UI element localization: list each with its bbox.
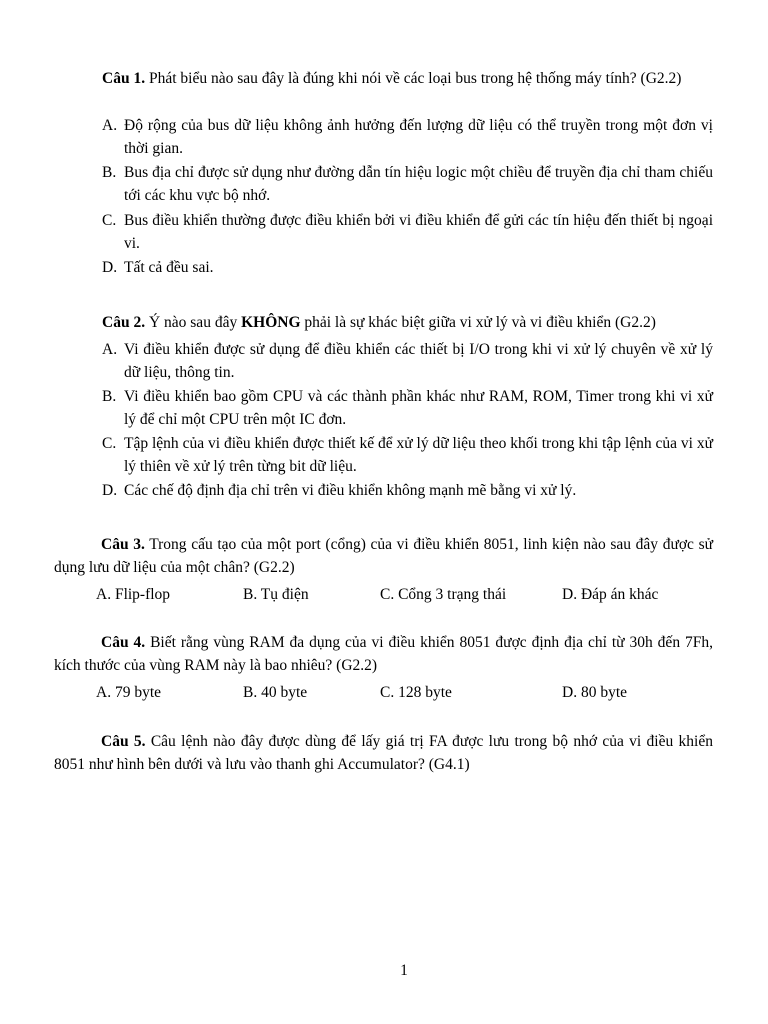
question-2-option-a — [102, 338, 713, 384]
option-text: Tập lệnh của vi điều khiển được thiết kế để xử lý dữ liệu theo khối trong khi tập lệnh của vi xử lý thiên về xử lý trên từng bit dữ liệu. — [124, 435, 713, 475]
option-letter: B. — [102, 388, 117, 405]
option-letter: D. — [102, 259, 118, 276]
question-3-option-c: C. Cổng 3 trạng thái — [380, 586, 507, 603]
question-1-stem — [102, 67, 713, 90]
question-3-option-b: B. Tụ điện — [243, 586, 309, 603]
question-1-option-a — [102, 114, 713, 160]
page-number: 1 — [400, 962, 408, 979]
question-3-label: Câu 3. — [101, 536, 145, 553]
question-2-label: Câu 2. — [102, 314, 146, 331]
question-1-option-b — [102, 161, 713, 207]
question-4-stem — [54, 631, 713, 677]
question-2-option-c — [102, 432, 713, 478]
question-4-option-c: C. 128 byte — [380, 684, 452, 701]
question-4-label: Câu 4. — [101, 634, 146, 651]
question-1-option-c — [102, 209, 713, 255]
question-4-option-a: A. 79 byte — [96, 684, 162, 701]
question-1-option-d — [102, 256, 713, 279]
question-2-text-after: phải là sự khác biệt giữa vi xử lý và vi điều khiển (G2.2) — [304, 314, 656, 331]
option-letter: B. — [102, 164, 117, 181]
option-text: Tất cả đều sai. — [124, 259, 214, 276]
question-5-text: Câu lệnh nào đây được dùng để lấy giá trị FA được lưu trong bộ nhớ của vi điều khiển 8051 như hình bên dưới và lưu vào thanh ghi Accumulator? (G4.1) — [54, 733, 713, 773]
question-2-option-b — [102, 385, 713, 431]
question-1-label: Câu 1. — [102, 70, 146, 87]
option-letter: C. — [102, 435, 117, 452]
option-text: Bus địa chỉ được sử dụng như đường dẫn tín hiệu logic một chiều để truyền địa chỉ tham chiếu tới các khu vực bộ nhớ. — [124, 164, 713, 204]
option-text: Bus điều khiển thường được điều khiển bởi vi điều khiển để gửi các tín hiệu đến thiết bị ngoại vi. — [124, 212, 713, 252]
question-3-text: Trong cấu tạo của một port (cổng) của vi điều khiển 8051, linh kiện nào sau đây được sử dụng lưu dữ liệu của một chân? (G2.2) — [54, 536, 714, 576]
option-text: Vi điều khiển được sử dụng để điều khiển các thiết bị I/O trong khi vi xử lý chuyên về xử lý dữ liệu, thông tin. — [124, 341, 713, 381]
question-3-option-d: D. Đáp án khác — [562, 586, 659, 603]
question-2-option-d — [102, 479, 713, 502]
question-1-text: Phát biểu nào sau đây là đúng khi nói về các loại bus trong hệ thống máy tính? (G2.2) — [148, 70, 682, 87]
option-text: Các chế độ định địa chỉ trên vi điều khiển không mạnh mẽ bằng vi xử lý. — [124, 482, 577, 499]
question-2-stem — [102, 311, 713, 334]
question-4-text: Biết rằng vùng RAM đa dụng của vi điều khiển 8051 được định địa chỉ từ 30h đến 7Fh, kích thước của vùng RAM này là bao nhiêu? (G2.2) — [54, 634, 714, 674]
option-letter: A. — [102, 341, 118, 358]
option-letter: A. — [102, 117, 118, 134]
question-5-label: Câu 5. — [101, 733, 146, 750]
question-2-text-before: Ý nào sau đây — [148, 314, 238, 331]
question-3-option-a: A. Flip-flop — [96, 586, 171, 603]
question-2-emphasis: KHÔNG — [241, 314, 301, 331]
option-text: Độ rộng của bus dữ liệu không ảnh hưởng đến lượng dữ liệu có thể truyền trong một đơn vị thời gian. — [124, 117, 713, 157]
question-4-option-d: D. 80 byte — [562, 684, 628, 701]
question-4-option-b: B. 40 byte — [243, 684, 308, 701]
option-letter: C. — [102, 212, 117, 229]
option-text: Vi điều khiển bao gồm CPU và các thành phần khác như RAM, ROM, Timer trong khi vi xử lý để chỉ một CPU trên một IC đơn. — [124, 388, 713, 428]
option-letter: D. — [102, 482, 118, 499]
question-5-stem — [54, 730, 713, 776]
question-3-stem — [54, 533, 713, 579]
